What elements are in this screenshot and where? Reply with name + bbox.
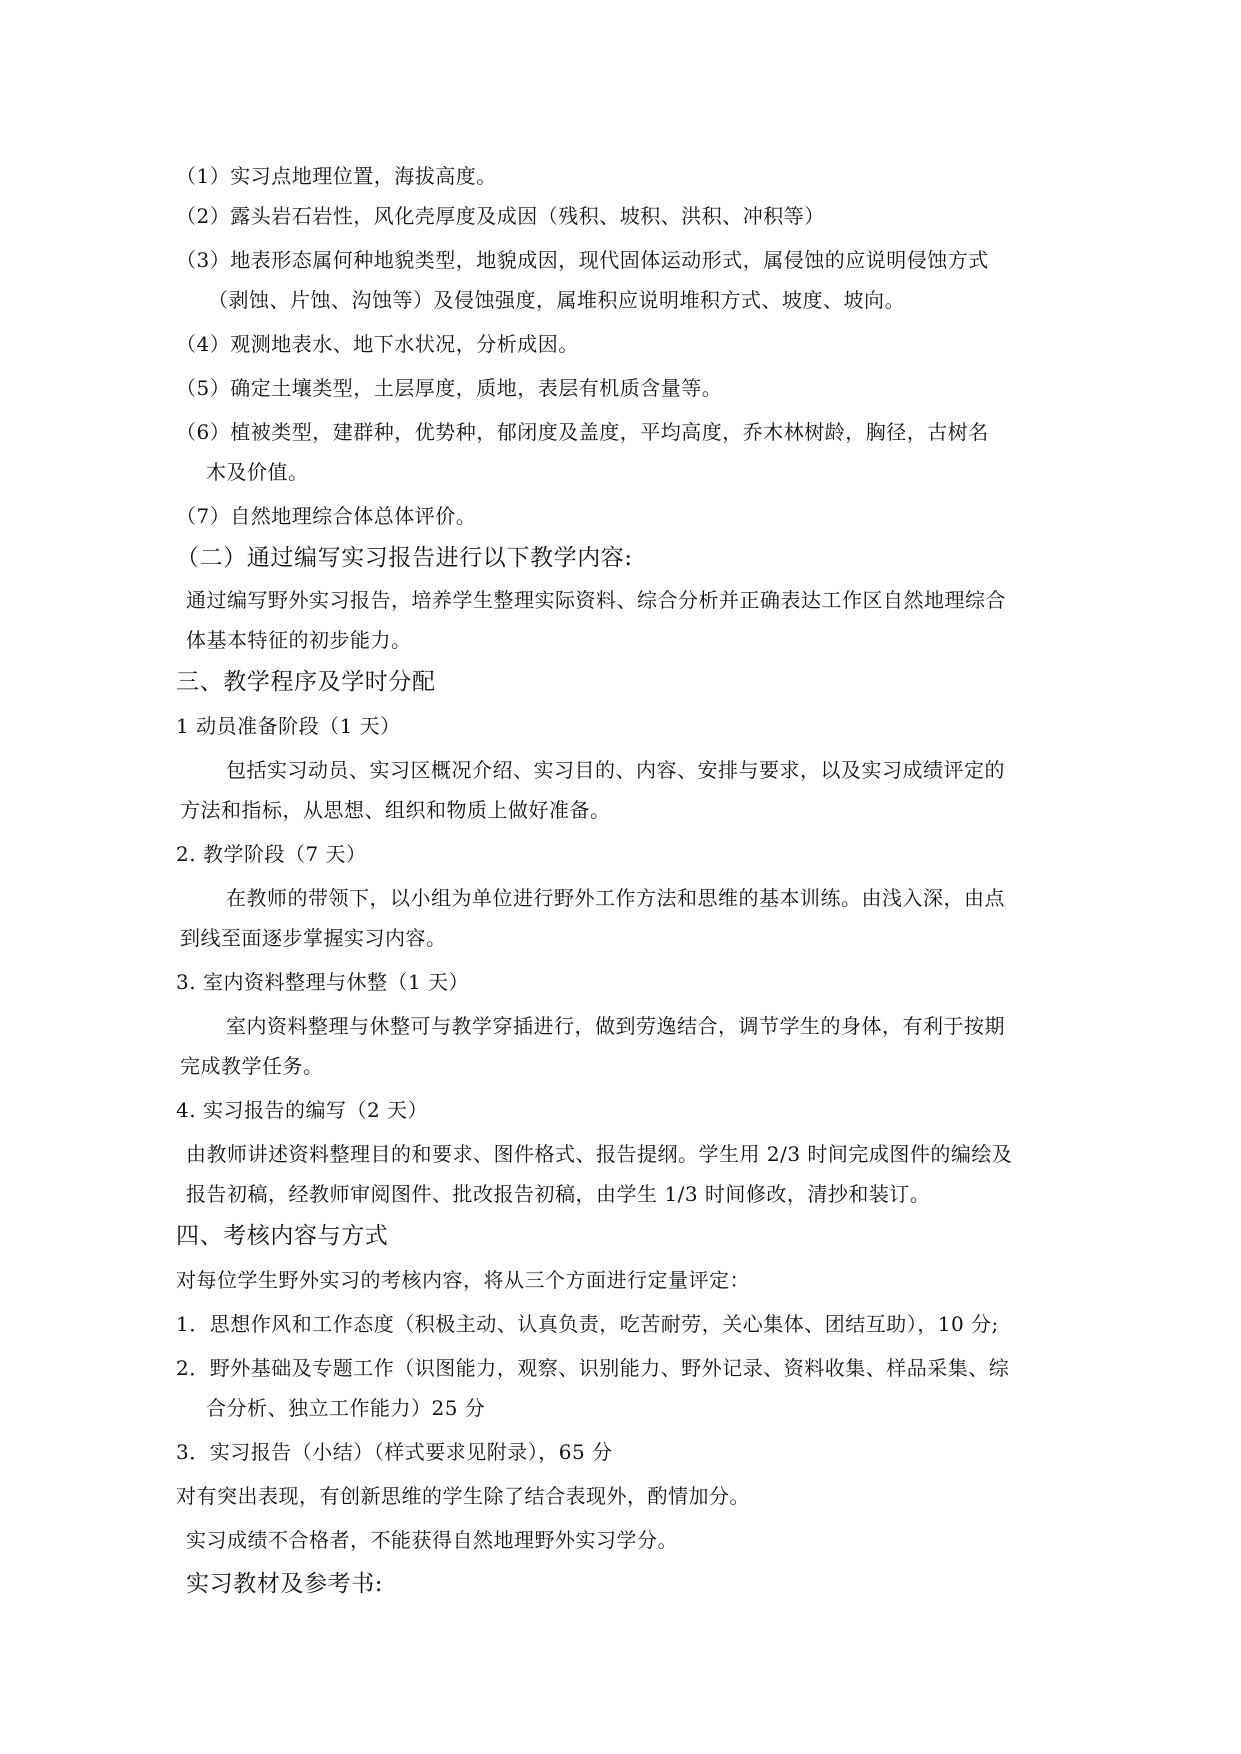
list-item: 1．思想作风和工作态度（积极主动、认真负责，吃苦耐劳，关心集体、团结互助），10 分; xyxy=(176,1312,999,1336)
list-item: （6）植被类型，建群种，优势种，郁闭度及盖度，平均高度，乔木林树龄，胸径，古树名 xyxy=(176,420,989,444)
list-item: （4）观测地表水、地下水状况，分析成因。 xyxy=(176,332,579,356)
stage-title: 4. 实习报告的编写（2 天） xyxy=(176,1098,429,1122)
stage-title: 3. 室内资料整理与休整（1 天） xyxy=(176,970,470,994)
list-item: （2）露头岩石岩性，风化壳厚度及成因（残积、坡积、洪积、冲积等） xyxy=(176,204,825,228)
paragraph-line: 通过编写野外实习报告，培养学生整理实际资料、综合分析并正确表达工作区自然地理综合 xyxy=(186,588,1006,612)
paragraph-line: 室内资料整理与休整可与教学穿插进行，做到劳逸结合，调节学生的身体，有利于按期 xyxy=(226,1014,1005,1038)
paragraph-line: 包括实习动员、实习区概况介绍、实习目的、内容、安排与要求，以及实习成绩评定的 xyxy=(226,758,1005,782)
subheading: 实习教材及参考书: xyxy=(186,1571,384,1597)
paragraph-line: 实习成绩不合格者，不能获得自然地理野外实习学分。 xyxy=(186,1528,678,1552)
paragraph-line: 对每位学生野外实习的考核内容，将从三个方面进行定量评定： xyxy=(176,1268,750,1292)
section-heading: 三、教学程序及学时分配 xyxy=(176,669,436,695)
subheading: （二）通过编写实习报告进行以下教学内容: xyxy=(176,545,633,571)
list-item: 3．实习报告（小结）（样式要求见附录），65 分 xyxy=(176,1440,613,1464)
paragraph-line: 体基本特征的初步能力。 xyxy=(186,628,412,652)
paragraph-line: 完成教学任务。 xyxy=(180,1054,324,1078)
stage-title: 2. 教学阶段（7 天） xyxy=(176,842,367,866)
paragraph-line: 在教师的带领下，以小组为单位进行野外工作方法和思维的基本训练。由浅入深，由点 xyxy=(226,886,1005,910)
list-item: （1）实习点地理位置，海拔高度。 xyxy=(176,164,497,188)
list-item-continuation: （剥蚀、片蚀、沟蚀等）及侵蚀强度，属堆积应说明堆积方式、坡度、坡向。 xyxy=(208,288,905,312)
paragraph-line: 到线至面逐步掌握实习内容。 xyxy=(180,926,447,950)
paragraph-line: 由教师讲述资料整理目的和要求、图件格式、报告提纲。学生用 2/3 时间完成图件的编绘及 xyxy=(186,1142,1013,1166)
list-item-continuation: 木及价值。 xyxy=(206,460,309,484)
list-item-continuation: 合分析、独立工作能力）25 分 xyxy=(206,1396,486,1420)
section-heading: 四、考核内容与方式 xyxy=(176,1223,389,1249)
list-item: （5）确定土壤类型，土层厚度，质地，表层有机质含量等。 xyxy=(176,376,723,400)
paragraph-line: 方法和指标，从思想、组织和物质上做好准备。 xyxy=(180,798,611,822)
list-item: （3）地表形态属何种地貌类型，地貌成因，现代固体运动形式，属侵蚀的应说明侵蚀方式 xyxy=(176,248,989,272)
list-item: 2．野外基础及专题工作（识图能力，观察、识别能力、野外记录、资料收集、样品采集、综 xyxy=(176,1356,1010,1380)
paragraph-line: 对有突出表现，有创新思维的学生除了结合表现外，酌情加分。 xyxy=(176,1484,750,1508)
list-item: （7）自然地理综合体总体评价。 xyxy=(176,504,477,528)
stage-title: 1 动员准备阶段（1 天） xyxy=(176,714,401,738)
paragraph-line: 报告初稿，经教师审阅图件、批改报告初稿，由学生 1/3 时间修改，清抄和装订。 xyxy=(186,1182,931,1206)
